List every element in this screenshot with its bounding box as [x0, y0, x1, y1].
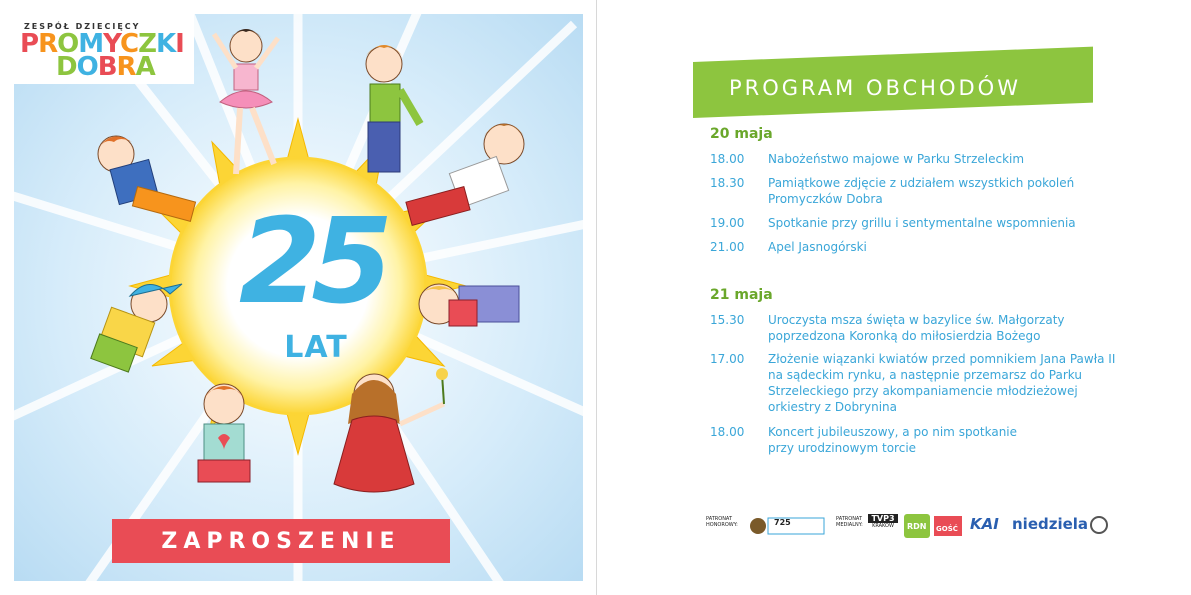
event-row: [710, 239, 1150, 255]
invitation-banner: [112, 519, 450, 563]
patrons-strip: [706, 512, 1186, 542]
event-description: [768, 239, 1138, 255]
event-time: 18.00: [710, 425, 745, 439]
promyczki-dobra-logo: [14, 14, 194, 84]
event-line: poprzedzona Koronką do miłosierdzia Bożego: [768, 329, 1041, 343]
event-time: 18.30: [710, 176, 745, 190]
emblem-icon: [1090, 516, 1108, 534]
event-description: [768, 351, 1138, 415]
event-row: [710, 312, 1150, 344]
logo-letter: O: [76, 52, 98, 82]
logo-letter: D: [56, 52, 77, 82]
event-line: Strzeleckiego przy akompaniamencie młodzieżowej: [768, 384, 1078, 398]
event-description: [768, 151, 1138, 167]
logo-subtitle: ZESPÓŁ DZIECIĘCY: [24, 22, 141, 31]
event-time: 15.30: [710, 313, 745, 327]
event-time: 19.00: [710, 216, 745, 230]
event-description: [768, 424, 1138, 456]
event-line: Złożenie wiązanki kwiatów przed pomnikiem Jana Pawła II: [768, 352, 1116, 366]
niedziela-logo: [1012, 514, 1102, 538]
program-panel: [598, 0, 1191, 595]
event-line: Uroczysta msza święta w bazylice św. Małgorzaty: [768, 313, 1065, 327]
tvp3-logo-text: TVP3: [868, 514, 898, 523]
event-line: Nabożeństwo majowe w Parku Strzeleckim: [768, 152, 1025, 166]
city-logo-text: 725: [774, 518, 791, 527]
logo-letter: K: [155, 29, 176, 59]
child-girl-blonde: [417, 284, 519, 326]
logo-letter: B: [97, 52, 117, 82]
illustration: [14, 14, 583, 581]
logo-letter: Y: [103, 29, 120, 59]
niedziela-logo-text: niedziela: [1012, 515, 1089, 533]
logo-letter: R: [38, 29, 58, 59]
event-description: [768, 312, 1138, 344]
logo-line-2: [56, 54, 155, 80]
event-line: Apel Jasnogórski: [768, 240, 867, 254]
event-description: [768, 215, 1138, 231]
event-line: Spotkanie przy grillu i sentymentalne wspomnienia: [768, 216, 1076, 230]
tvp3-logo: [868, 514, 902, 540]
rdn-logo: [904, 514, 930, 538]
event-line: Pamiątkowe zdjęcie z udziałem wszystkich pokoleń: [768, 176, 1075, 190]
event-time: 21.00: [710, 240, 745, 254]
event-line: na sądeckim rynku, a następnie przemarsz do Parku: [768, 368, 1082, 382]
logo-letter: A: [135, 52, 155, 82]
event-row: [710, 351, 1150, 415]
event-description: [768, 175, 1138, 207]
invitation-text: ZAPROSZENIE: [161, 528, 401, 554]
anniversary-number: 25: [238, 192, 384, 330]
logo-letter: M: [78, 29, 104, 59]
event-row: [710, 175, 1150, 207]
logo-letter: O: [57, 29, 79, 59]
event-line: orkiestry z Dobrynina: [768, 400, 897, 414]
anniversary-word: LAT: [284, 330, 348, 365]
rdn-logo-text: RDN: [907, 522, 927, 531]
logo-letter: C: [119, 29, 139, 59]
event-time: 17.00: [710, 352, 745, 366]
kai-logo: [970, 514, 1004, 536]
tvp3-sub: KRAKÓW: [872, 523, 894, 529]
logo-letter: Z: [138, 29, 156, 59]
day-heading: 21 maja: [710, 287, 773, 303]
program-title: PROGRAM OBCHODÓW: [729, 76, 1021, 100]
event-row: [710, 215, 1150, 231]
event-line: przy urodzinowym torcie: [768, 441, 917, 455]
day-heading: 20 maja: [710, 126, 773, 142]
child-heart-shirt: [198, 384, 250, 482]
gosc-logo: [934, 516, 962, 536]
event-time: 18.00: [710, 152, 745, 166]
event-line: Promyczków Dobra: [768, 192, 883, 206]
honorary-patron-label: PATRONAT HONOROWY:: [706, 516, 738, 528]
gosc-logo-text: GOŚĆ: [936, 525, 958, 533]
city-anniversary-logo: [748, 514, 826, 538]
logo-letter: P: [20, 29, 39, 59]
media-patron-label: PATRONAT MEDIALNY:: [836, 516, 863, 528]
logo-letter: R: [116, 52, 136, 82]
event-row: [710, 424, 1150, 456]
event-row: [710, 151, 1150, 167]
event-line: Koncert jubileuszowy, a po nim spotkanie: [768, 425, 1018, 439]
logo-letter: I: [175, 29, 184, 59]
kai-logo-text: KAI: [970, 515, 999, 533]
